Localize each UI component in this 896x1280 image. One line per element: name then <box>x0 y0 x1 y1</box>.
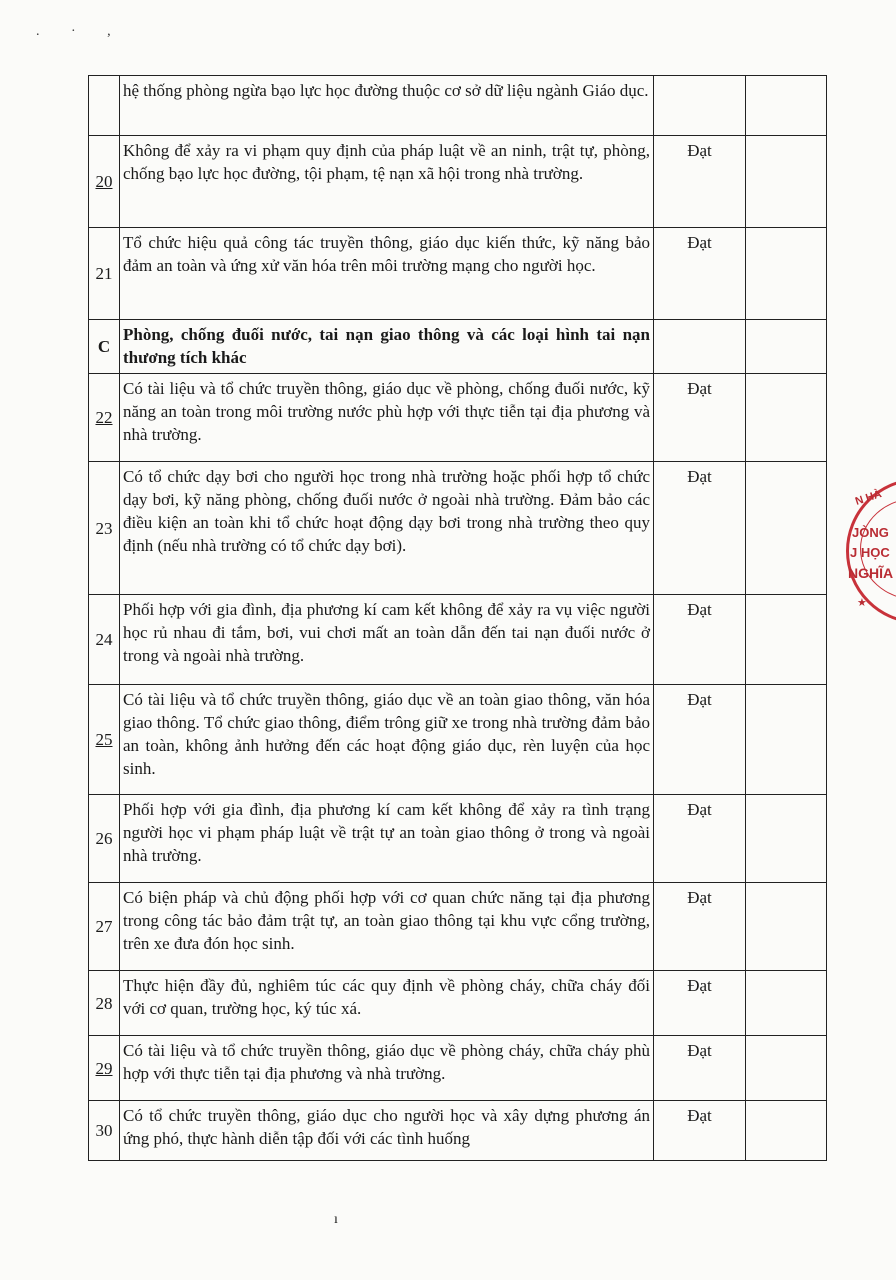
result-cell: Đạt <box>654 685 746 795</box>
notes-cell <box>746 462 827 595</box>
notes-cell <box>746 795 827 883</box>
row-number: 21 <box>89 228 120 320</box>
stamp-text-1: N HÀ <box>853 488 884 508</box>
result-cell: Đạt <box>654 595 746 685</box>
row-number <box>89 76 120 136</box>
result-cell: Đạt <box>654 795 746 883</box>
row-number: 24 <box>89 595 120 685</box>
criteria-table <box>88 75 827 1161</box>
row-number: 20 <box>89 136 120 228</box>
result-cell: Đạt <box>654 1101 746 1161</box>
notes-cell <box>746 1101 827 1161</box>
criteria-row <box>89 462 827 595</box>
criterion-text: Phối hợp với gia đình, địa phương kí cam kết không để xảy ra vụ việc người học rủ nhau đi tắm, bơi, vui chơi mất an toàn dẫn đến tai nạn đuối nước ở trong và ngoài nhà trường. <box>120 595 654 685</box>
stamp-text-2: JÒNG <box>852 525 889 540</box>
criterion-text: Không để xảy ra vi phạm quy định của pháp luật về an ninh, trật tự, phòng, chống bạo lực học đường, tội phạm, tệ nạn xã hội trong nhà trường. <box>120 136 654 228</box>
result-cell: Đạt <box>654 1036 746 1101</box>
stamp-text-3: J HỌC <box>850 545 890 560</box>
criterion-text: Có tổ chức truyền thông, giáo dục cho người học và xây dựng phương án ứng phó, thực hành diễn tập đối với các tình huống <box>120 1101 654 1161</box>
notes-cell <box>746 76 827 136</box>
result-cell: Đạt <box>654 374 746 462</box>
result-cell: Đạt <box>654 136 746 228</box>
result-cell: Đạt <box>654 971 746 1036</box>
notes-cell <box>746 685 827 795</box>
criteria-row <box>89 1101 827 1161</box>
row-number: 26 <box>89 795 120 883</box>
page-corner-marks: . · , <box>36 24 125 39</box>
criteria-row <box>89 76 827 136</box>
stamp-text-4: NGHĨA <box>848 565 894 581</box>
criteria-row <box>89 685 827 795</box>
notes-cell <box>746 228 827 320</box>
notes-cell <box>746 595 827 685</box>
page-footer-mark: ı <box>334 1212 338 1227</box>
row-number: C <box>89 320 120 374</box>
result-cell: Đạt <box>654 228 746 320</box>
row-number: 23 <box>89 462 120 595</box>
notes-cell <box>746 883 827 971</box>
notes-cell <box>746 971 827 1036</box>
criterion-text: Tổ chức hiệu quả công tác truyền thông, giáo dục kiến thức, kỹ năng bảo đảm an toàn và ứng xử văn hóa trên môi trường mạng cho người học. <box>120 228 654 320</box>
row-number: 25 <box>89 685 120 795</box>
row-number: 29 <box>89 1036 120 1101</box>
criterion-text: Phối hợp với gia đình, địa phương kí cam kết không để xảy ra tình trạng người học vi phạm pháp luật về trật tự an toàn giao thông ở trong và ngoài nhà trường. <box>120 795 654 883</box>
notes-cell <box>746 136 827 228</box>
result-cell: Đạt <box>654 883 746 971</box>
row-number: 27 <box>89 883 120 971</box>
section-title: Phòng, chống đuối nước, tai nạn giao thông và các loại hình tai nạn thương tích khác <box>120 320 654 374</box>
row-number: 28 <box>89 971 120 1036</box>
criteria-row <box>89 136 827 228</box>
notes-cell <box>746 374 827 462</box>
criterion-text: Có tài liệu và tổ chức truyền thông, giáo dục về phòng, chống đuối nước, kỹ năng an toàn trong môi trường nước phù hợp với thực tiễn tại địa phương và nhà trường. <box>120 374 654 462</box>
stamp-star-icon: ★ <box>857 597 867 609</box>
criterion-text: Có tài liệu và tổ chức truyền thông, giáo dục về phòng cháy, chữa cháy phù hợp với thực tiễn tại địa phương và nhà trường. <box>120 1036 654 1101</box>
notes-cell <box>746 1036 827 1101</box>
criteria-row <box>89 228 827 320</box>
criterion-text: Có tài liệu và tổ chức truyền thông, giáo dục về an toàn giao thông, văn hóa giao thông. Tổ chức giao thông, điểm trông giữ xe trong nhà trường đảm bảo an toàn, không ảnh hưởng đến các hoạt động giáo dục, rèn luyện của học sinh. <box>120 685 654 795</box>
criterion-text: Có tổ chức dạy bơi cho người học trong nhà trường hoặc phối hợp tổ chức dạy bơi, kỹ năng phòng, chống đuối nước ở ngoài nhà trường. Đảm bảo các điều kiện an toàn khi tổ chức hoạt động dạy bơi trong nhà trường theo quy định (nếu nhà trường có tổ chức dạy bơi). <box>120 462 654 595</box>
criterion-text: Thực hiện đầy đủ, nghiêm túc các quy định về phòng cháy, chữa cháy đối với cơ quan, trường học, ký túc xá. <box>120 971 654 1036</box>
criterion-text: Có biện pháp và chủ động phối hợp với cơ quan chức năng tại địa phương trong công tác bảo đảm trật tự, an toàn giao thông tại khu vực cổng trường, trên xe đưa đón học sinh. <box>120 883 654 971</box>
result-cell: Đạt <box>654 462 746 595</box>
criteria-row <box>89 595 827 685</box>
result-cell <box>654 76 746 136</box>
section-header-row <box>89 320 827 374</box>
criteria-row <box>89 1036 827 1101</box>
criteria-row <box>89 971 827 1036</box>
notes-cell <box>746 320 827 374</box>
result-cell <box>654 320 746 374</box>
criteria-row <box>89 883 827 971</box>
row-number: 30 <box>89 1101 120 1161</box>
criteria-row <box>89 795 827 883</box>
criteria-row <box>89 374 827 462</box>
row-number: 22 <box>89 374 120 462</box>
criterion-text: hệ thống phòng ngừa bạo lực học đường thuộc cơ sở dữ liệu ngành Giáo dục. <box>120 76 654 136</box>
